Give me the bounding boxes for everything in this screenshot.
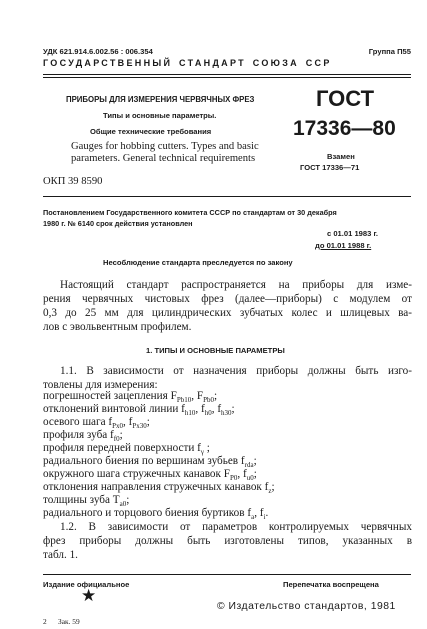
resolution-line-1: Постановлением Государственного комитета СССР по стандартам от 30 декабря bbox=[43, 208, 337, 217]
replaces-value: ГОСТ 17336—71 bbox=[300, 163, 360, 172]
list-item: погрешностей зацепления $F_{Pb10}$, $F_{Pb0}$; bbox=[43, 390, 218, 405]
intro-line-3: 0,3 до 25 мм для цилиндрических зубчатых колес и шлицевых ва- bbox=[43, 307, 412, 319]
replaces-label: Взамен bbox=[327, 152, 355, 161]
udk-code: УДК 621.914.6.002.56 : 006.354 bbox=[43, 47, 153, 56]
copyright-line: © Издательство стандартов, 1981 bbox=[217, 601, 396, 612]
group-code: Группа П55 bbox=[368, 47, 411, 56]
list-item: профиля передней поверхности $f_\gamma$ ; bbox=[43, 442, 210, 457]
intro-line-4: лов с эвольвентным профилем. bbox=[43, 321, 192, 333]
print-order-number: Зак. 59 bbox=[58, 617, 80, 626]
official-edition-label: Издание официальное bbox=[43, 580, 130, 589]
resolution-line-2: 1980 г. № 6140 срок действия установлен bbox=[43, 219, 193, 228]
para-1-2-line-1: 1.2. В зависимости от параметров контролируемых червячных bbox=[60, 521, 412, 533]
list-item: радиального биения по вершинам зубьев $f_{rda}$; bbox=[43, 455, 257, 470]
para-1-1-line-1: 1.1. В зависимости от назначения приборы должны быть изго- bbox=[60, 365, 412, 377]
standard-title: ПРИБОРЫ ДЛЯ ИЗМЕРЕНИЯ ЧЕРВЯЧНЫХ ФРЕЗ bbox=[66, 95, 255, 104]
list-item: отклонения направления стружечных канавок $f_z$; bbox=[43, 481, 275, 496]
list-item: профиля зуба $f_{f0}$; bbox=[43, 429, 123, 444]
gost-label: ГОСТ bbox=[316, 86, 375, 111]
intro-line-2: рения червячных чистовых фрез (далее—приборы) с модулем от bbox=[43, 293, 412, 305]
list-item: окружного шага стружечных канавок $F_{P0}$, $f_{u0}$; bbox=[43, 468, 257, 483]
english-title-line-2: parameters. General technical requirements bbox=[71, 153, 256, 164]
standard-subtitle-2: Общие технические требования bbox=[90, 127, 212, 136]
list-item: осевого шага $f_{Px0}$, $f_{Px30}$; bbox=[43, 416, 150, 431]
header-rule-bottom bbox=[43, 77, 411, 78]
list-item: радиального и торцового биения буртиков $f_a$, $f_i$. bbox=[43, 507, 269, 522]
intro-line-1: Настоящий стандарт распространяется на приборы для изме- bbox=[60, 279, 412, 291]
standard-subtitle-1: Типы и основные параметры. bbox=[103, 111, 217, 120]
footer-rule bbox=[43, 574, 411, 575]
effective-from-date: с 01.01 1983 г. bbox=[327, 229, 378, 238]
state-standard-banner: ГОСУДАРСТВЕННЫЙ СТАНДАРТ СОЮЗА ССР bbox=[43, 58, 332, 68]
para-1-1-line-2: товлены для измерения: bbox=[43, 379, 158, 391]
star-icon: ★ bbox=[81, 586, 97, 605]
legal-warning: Несоблюдение стандарта преследуется по закону bbox=[103, 258, 293, 267]
reprint-prohibited-label: Перепечатка воспрещена bbox=[283, 580, 379, 589]
para-1-2-line-3: табл. 1. bbox=[43, 549, 78, 561]
okp-code: ОКП 39 8590 bbox=[43, 176, 103, 187]
english-title-line-1: Gauges for hobbing cutters. Types and basic bbox=[71, 141, 259, 152]
list-item: отклонений винтовой линии $f_{h10}$, $f_{h0}$, $f_{h30}$; bbox=[43, 403, 235, 418]
gost-number: 17336—80 bbox=[293, 117, 396, 140]
para-1-2-line-2: фрез приборы должны быть изготовлены типов, указанных в bbox=[43, 535, 412, 547]
title-block-rule bbox=[43, 196, 411, 197]
header-rule-top bbox=[43, 74, 411, 75]
section-1-heading: 1. ТИПЫ И ОСНОВНЫЕ ПАРАМЕТРЫ bbox=[146, 346, 285, 355]
page-number: 2 bbox=[43, 617, 47, 626]
list-item: толщины зуба $T_{a0}$; bbox=[43, 494, 130, 509]
effective-to-date: до 01.01 1988 г. bbox=[315, 241, 372, 250]
